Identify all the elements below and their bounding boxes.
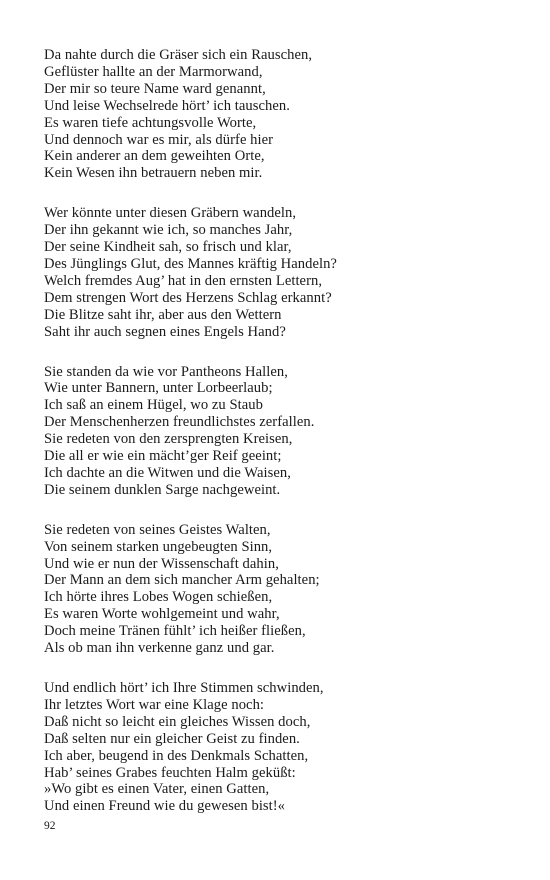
poem-line: Sie redeten von seines Geistes Walten,: [44, 521, 271, 538]
poem-line: Es waren tiefe achtungsvolle Worte,: [44, 114, 257, 131]
poem-line: Der Menschenherzen freundlichstes zerfallen.: [44, 414, 315, 431]
poem-body: [44, 47, 514, 838]
poem-line: Saht ihr auch segnen eines Engels Hand?: [44, 323, 286, 340]
poem-line: Hab’ seines Grabes feuchten Halm geküßt:: [44, 764, 296, 781]
poem-line: Der seine Kindheit sah, so frisch und klar,: [44, 239, 292, 256]
page-number: 92: [44, 820, 56, 832]
poem-line: Ich saß an einem Hügel, wo zu Staub: [44, 397, 263, 414]
poem-line: Der ihn gekannt wie ich, so manches Jahr,: [44, 222, 293, 239]
poem-line: Die all er wie ein mächt’ger Reif geeint;: [44, 448, 282, 465]
poem-line: Die Blitze saht ihr, aber aus den Wettern: [44, 306, 282, 323]
poem-line: Kein anderer an dem geweihten Orte,: [44, 148, 265, 165]
stanza-4: [44, 522, 514, 657]
stanza-1: [44, 47, 514, 182]
poem-line: Und einen Freund wie du gewesen bist!«: [44, 798, 286, 815]
poem-line: Daß selten nur ein gleicher Geist zu finden.: [44, 730, 300, 747]
poem-line: Ich dachte an die Witwen und die Waisen,: [44, 464, 291, 481]
poem-line: Ich aber, beugend in des Denkmals Schatten,: [44, 747, 309, 764]
poem-line: Da nahte durch die Gräser sich ein Rauschen,: [44, 47, 313, 63]
poem-line: »Wo gibt es einen Vater, einen Gatten,: [44, 781, 270, 798]
stanza-5: [44, 680, 514, 815]
poem-line: Daß nicht so leicht ein gleiches Wissen doch,: [44, 713, 311, 730]
poem-line: Des Jünglings Glut, des Mannes kräftig Handeln?: [44, 255, 337, 272]
poem-line: Und endlich hört’ ich Ihre Stimmen schwinden,: [44, 680, 324, 696]
stanza-2: [44, 205, 514, 340]
poem-line: Und wie er nun der Wissenschaft dahin,: [44, 555, 279, 572]
poem-line: Ihr letztes Wort war eine Klage noch:: [44, 696, 265, 713]
poem-line: Von seinem starken ungebeugten Sinn,: [44, 538, 273, 555]
poem-line: Kein Wesen ihn betrauern neben mir.: [44, 165, 263, 182]
poem-line: Die seinem dunklen Sarge nachgeweint.: [44, 481, 281, 498]
poem-line: Und dennoch war es mir, als dürfe hier: [44, 131, 274, 148]
poem-line: Geflüster hallte an der Marmorwand,: [44, 63, 263, 80]
poem-line: Der Mann an dem sich mancher Arm gehalten;: [44, 572, 320, 589]
poem-line: Welch fremdes Aug’ hat in den ernsten Lettern,: [44, 272, 323, 289]
poem-line: Wer könnte unter diesen Gräbern wandeln,: [44, 205, 297, 222]
poem-line: Es waren Worte wohlgemeint und wahr,: [44, 606, 280, 623]
poem-line: Sie standen da wie vor Pantheons Hallen,: [44, 363, 288, 380]
poem-line: Der mir so teure Name ward genannt,: [44, 80, 266, 97]
poem-line: Ich hörte ihres Lobes Wogen schießen,: [44, 589, 273, 606]
poem-line: Wie unter Bannern, unter Lorbeerlaub;: [44, 380, 273, 397]
poem-line: Dem strengen Wort des Herzens Schlag erkannt?: [44, 289, 332, 306]
stanza-3: [44, 364, 514, 499]
poem-line: Doch meine Tränen fühlt’ ich heißer fließen,: [44, 623, 306, 640]
poem-line: Und leise Wechselrede hört’ ich tauschen.: [44, 97, 290, 114]
poem-line: Als ob man ihn verkenne ganz und gar.: [44, 640, 275, 657]
poem-line: Sie redeten von den zersprengten Kreisen,: [44, 431, 293, 448]
